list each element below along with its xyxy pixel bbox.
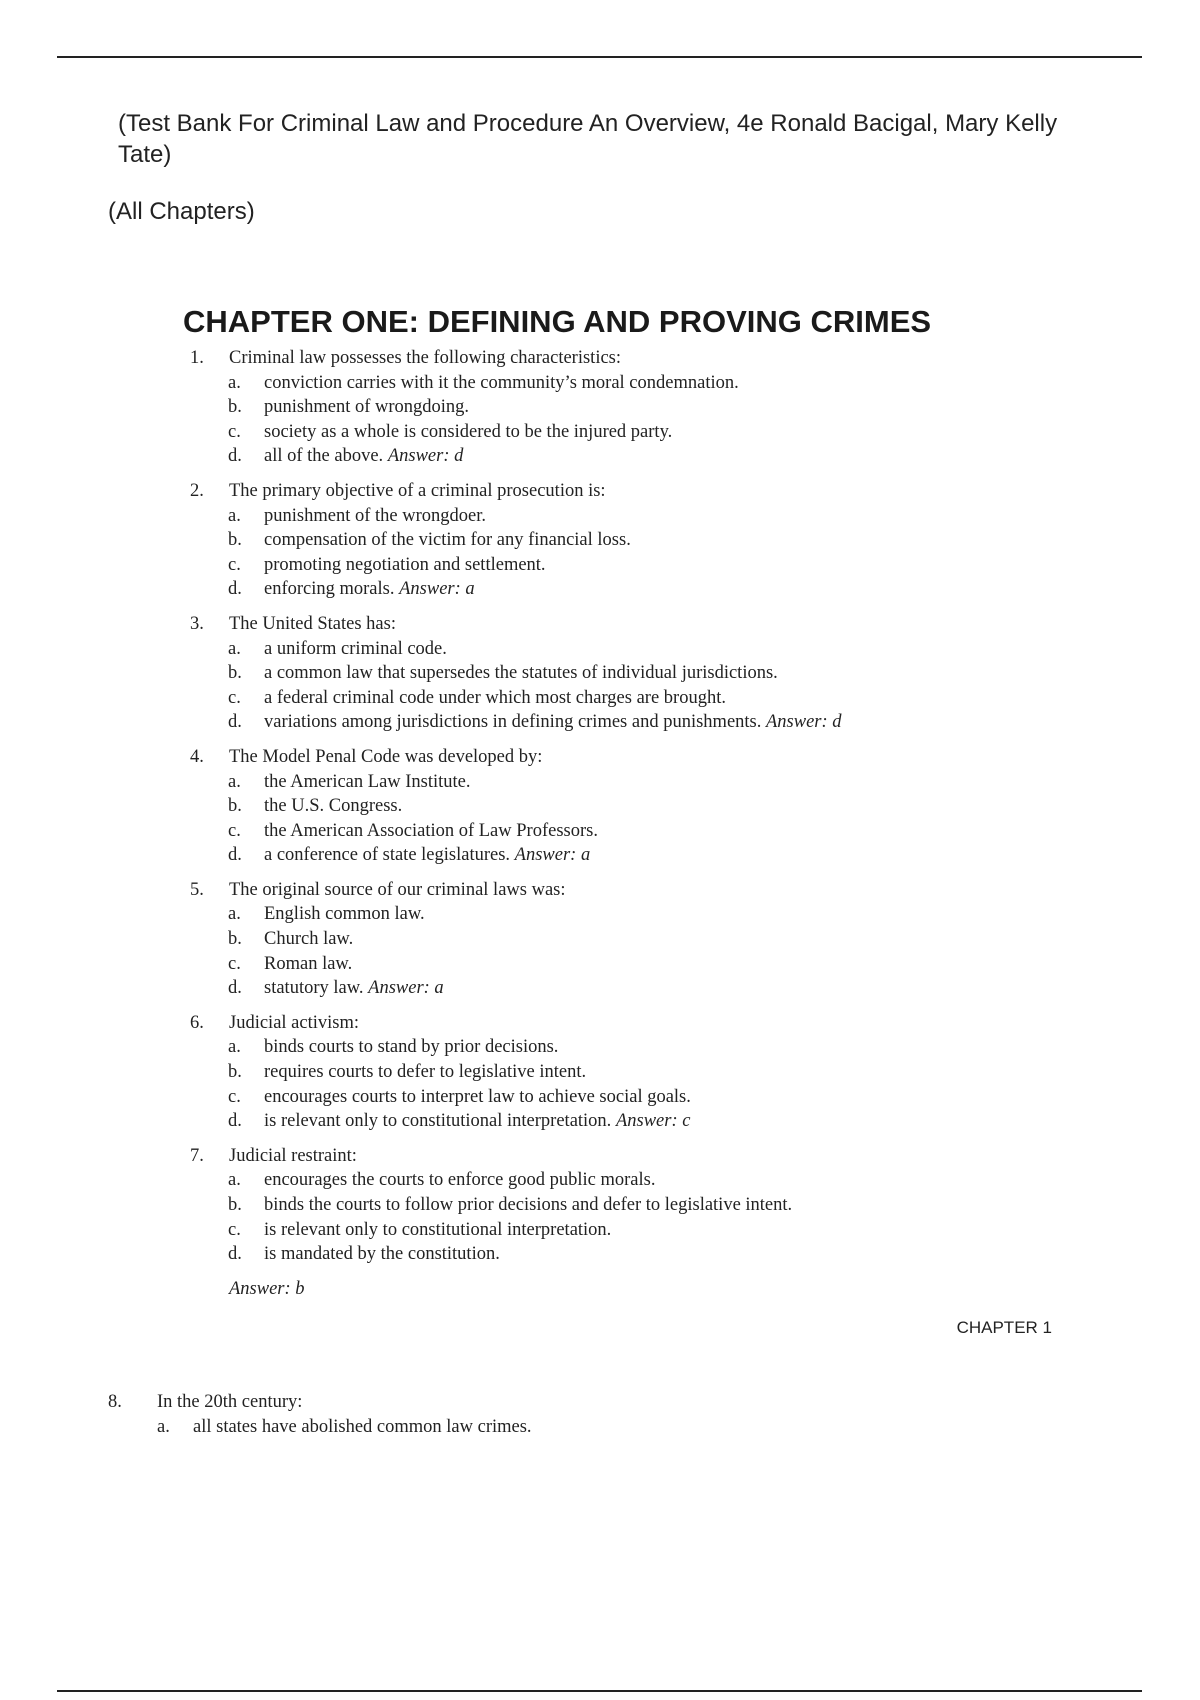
option-a bbox=[190, 637, 1090, 662]
answer-key: Answer: a bbox=[399, 579, 475, 600]
option-letter: b. bbox=[228, 530, 242, 551]
option-a bbox=[190, 1168, 1090, 1193]
option-text: promoting negotiation and settlement. bbox=[264, 554, 546, 575]
option-b bbox=[190, 528, 1090, 553]
question-stem bbox=[190, 1011, 1090, 1036]
option-b bbox=[190, 395, 1090, 420]
option-text: binds the courts to follow prior decisions and defer to legislative intent. bbox=[264, 1195, 793, 1215]
option-letter: d. bbox=[228, 579, 242, 600]
option-b bbox=[190, 927, 1090, 952]
option-d bbox=[190, 843, 1090, 868]
option-b bbox=[190, 661, 1090, 686]
option-text: requires courts to defer to legislative intent. bbox=[264, 1062, 587, 1083]
option-text: Church law. bbox=[264, 929, 354, 950]
chapter-title: CHAPTER ONE: DEFINING AND PROVING CRIMES bbox=[183, 304, 932, 339]
option-letter: d. bbox=[228, 978, 242, 999]
option-c bbox=[190, 420, 1090, 445]
option-letter: a. bbox=[157, 1416, 170, 1437]
option-text: conviction carries with it the community’s moral condemnation. bbox=[264, 372, 739, 393]
option-d bbox=[190, 1242, 1090, 1267]
option-letter: b. bbox=[228, 663, 242, 684]
option-a bbox=[190, 770, 1090, 795]
question-number: 3. bbox=[190, 613, 204, 634]
question-number: 4. bbox=[190, 746, 204, 767]
question-text: Judicial activism: bbox=[229, 1012, 359, 1033]
option-letter: c. bbox=[228, 820, 241, 841]
question-stem bbox=[190, 745, 1090, 770]
question-number: 1. bbox=[190, 348, 204, 368]
option-text: statutory law. bbox=[264, 978, 364, 999]
option-a bbox=[190, 371, 1090, 396]
option-letter: c. bbox=[228, 421, 241, 442]
answer-key: Answer: a bbox=[368, 978, 444, 999]
option-text: binds courts to stand by prior decisions. bbox=[264, 1037, 559, 1058]
document-header-subtitle: (All Chapters) bbox=[108, 198, 255, 225]
answer-key: Answer: a bbox=[514, 845, 591, 866]
option-c bbox=[190, 1085, 1090, 1110]
option-letter: d. bbox=[228, 1244, 242, 1265]
option-c bbox=[190, 952, 1090, 977]
top-rule bbox=[57, 56, 1142, 58]
question-stem bbox=[190, 878, 1090, 903]
question-text: Judicial restraint: bbox=[229, 1145, 357, 1166]
question-8 bbox=[108, 1390, 532, 1439]
option-letter: c. bbox=[228, 687, 241, 708]
option-text: a federal criminal code under which most charges are brought. bbox=[264, 687, 726, 708]
option-text: encourages courts to interpret law to achieve social goals. bbox=[264, 1086, 691, 1107]
question-stem bbox=[190, 479, 1090, 504]
question-number: 6. bbox=[190, 1012, 204, 1033]
question-1 bbox=[190, 346, 1090, 469]
question-number: 8. bbox=[108, 1392, 122, 1412]
option-text: the American Law Institute. bbox=[264, 771, 471, 792]
option-text: all of the above. bbox=[264, 446, 384, 467]
answer-key: Answer: d bbox=[766, 712, 842, 733]
option-letter: d. bbox=[228, 446, 242, 467]
option-letter: c. bbox=[228, 953, 241, 974]
option-d bbox=[190, 577, 1090, 602]
option-letter: d. bbox=[228, 845, 242, 866]
option-letter: a. bbox=[228, 638, 241, 659]
option-c bbox=[190, 553, 1090, 578]
question-text: The original source of our criminal laws was: bbox=[229, 879, 566, 900]
option-text: English common law. bbox=[264, 904, 425, 925]
answer-key: Answer: b bbox=[229, 1278, 305, 1299]
option-letter: b. bbox=[228, 1195, 242, 1215]
option-letter: a. bbox=[228, 505, 241, 526]
answer-key: Answer: c bbox=[615, 1111, 691, 1132]
option-letter: a. bbox=[228, 1037, 241, 1058]
option-text: all states have abolished common law crimes. bbox=[193, 1416, 532, 1437]
question-text: In the 20th century: bbox=[157, 1392, 303, 1412]
option-b bbox=[190, 1060, 1090, 1085]
option-text: is mandated by the constitution. bbox=[264, 1244, 500, 1265]
document-header-title: (Test Bank For Criminal Law and Procedure An Overview, 4e Ronald Bacigal, Mary Kelly Tate) bbox=[118, 110, 1058, 168]
option-letter: b. bbox=[228, 1062, 242, 1083]
question-list bbox=[190, 346, 1090, 1311]
option-c bbox=[190, 1218, 1090, 1243]
question-7 bbox=[190, 1144, 1090, 1302]
option-letter: a. bbox=[228, 904, 241, 925]
question-stem bbox=[108, 1390, 532, 1415]
option-text: compensation of the victim for any financial loss. bbox=[264, 530, 631, 551]
option-letter: b. bbox=[228, 397, 242, 418]
option-text: a common law that supersedes the statutes of individual jurisdictions. bbox=[264, 663, 778, 684]
option-letter: a. bbox=[228, 372, 241, 393]
option-a bbox=[190, 902, 1090, 927]
option-c bbox=[190, 819, 1090, 844]
question-stem bbox=[190, 346, 1090, 371]
option-text: the American Association of Law Professors. bbox=[264, 820, 598, 841]
question-4 bbox=[190, 745, 1090, 868]
option-b bbox=[190, 1193, 1090, 1218]
question-text: The United States has: bbox=[229, 613, 396, 634]
option-text: a uniform criminal code. bbox=[264, 638, 447, 659]
option-text: enforcing morals. bbox=[264, 579, 395, 600]
option-d bbox=[190, 1109, 1090, 1134]
option-text: punishment of wrongdoing. bbox=[264, 397, 470, 418]
option-letter: b. bbox=[228, 929, 242, 950]
option-a bbox=[190, 1035, 1090, 1060]
option-text: variations among jurisdictions in defining crimes and punishments. bbox=[264, 712, 762, 733]
question-text: The Model Penal Code was developed by: bbox=[229, 746, 543, 767]
option-text: is relevant only to constitutional interpretation. bbox=[264, 1219, 612, 1240]
option-text: a conference of state legislatures. bbox=[264, 845, 511, 866]
page-footer-chapter-label: CHAPTER 1 bbox=[956, 1318, 1052, 1337]
option-letter: b. bbox=[228, 796, 242, 817]
question-5 bbox=[190, 878, 1090, 1001]
option-text: Roman law. bbox=[264, 953, 353, 974]
option-text: society as a whole is considered to be the injured party. bbox=[264, 421, 673, 442]
question-number: 2. bbox=[190, 480, 204, 501]
question-number: 7. bbox=[190, 1145, 204, 1166]
option-letter: d. bbox=[228, 712, 242, 733]
question-stem bbox=[190, 1144, 1090, 1169]
question-number: 5. bbox=[190, 879, 204, 900]
option-letter: c. bbox=[228, 1219, 241, 1240]
option-a bbox=[190, 504, 1090, 529]
bottom-rule bbox=[57, 1690, 1142, 1692]
option-d bbox=[190, 444, 1090, 469]
option-d bbox=[190, 710, 1090, 735]
option-letter: c. bbox=[228, 554, 241, 575]
question-2 bbox=[190, 479, 1090, 602]
question-text: The primary objective of a criminal prosecution is: bbox=[229, 480, 606, 501]
option-text: encourages the courts to enforce good public morals. bbox=[264, 1170, 656, 1191]
answer-key: Answer: d bbox=[387, 446, 464, 467]
question-6 bbox=[190, 1011, 1090, 1134]
question-stem bbox=[190, 612, 1090, 637]
option-c bbox=[190, 686, 1090, 711]
option-letter: d. bbox=[228, 1111, 242, 1132]
option-letter: c. bbox=[228, 1086, 241, 1107]
option-letter: a. bbox=[228, 1170, 241, 1191]
option-a bbox=[108, 1415, 532, 1440]
option-d bbox=[190, 976, 1090, 1001]
option-text: the U.S. Congress. bbox=[264, 796, 403, 817]
option-b bbox=[190, 794, 1090, 819]
option-letter: a. bbox=[228, 771, 241, 792]
question-3 bbox=[190, 612, 1090, 735]
option-text: punishment of the wrongdoer. bbox=[264, 505, 486, 526]
option-text: is relevant only to constitutional interpretation. bbox=[264, 1111, 612, 1132]
question-text: Criminal law possesses the following characteristics: bbox=[229, 348, 622, 368]
